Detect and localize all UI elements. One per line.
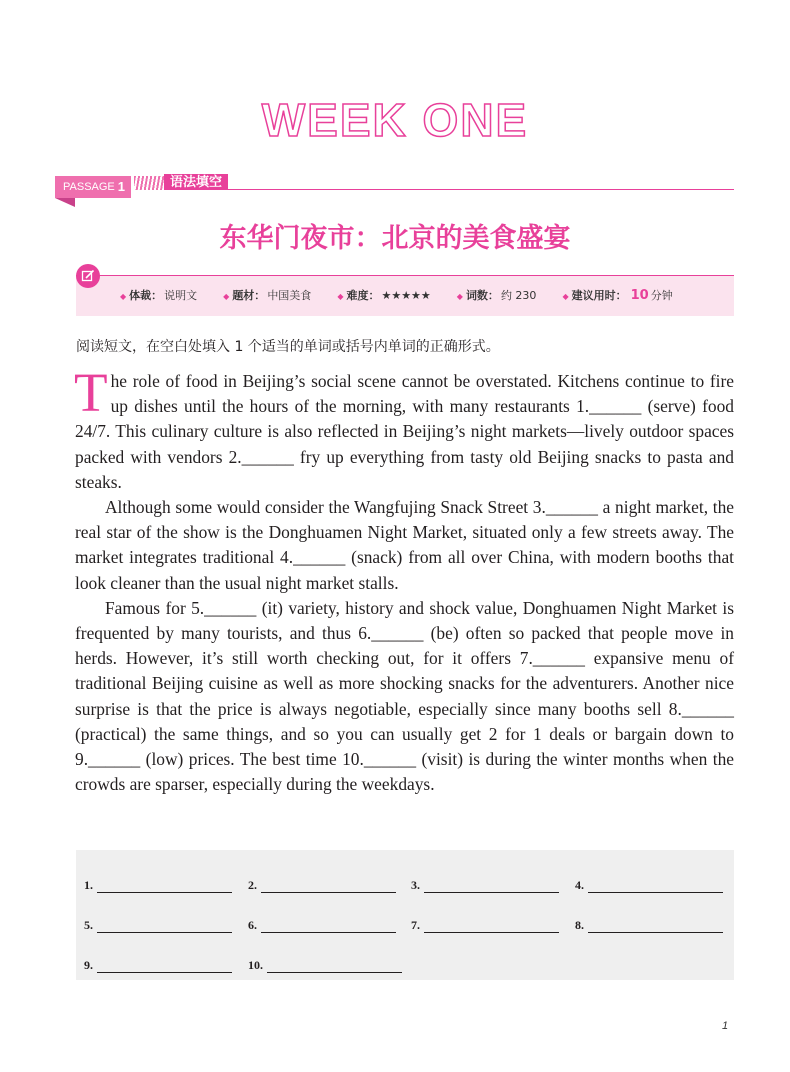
answer-line-4[interactable]: 4.	[575, 878, 723, 893]
answer-line-2[interactable]: 2.	[248, 878, 396, 893]
paragraph-3: Famous for 5.______ (it) variety, history and shock value, Donghuamen Night Market is frequented by many tourists, and thus 6.______ (be) often so packed that people move in herds. However, it’s still worth checking out, for it offers 7.______ expansive menu of traditional Beijing cuisine as well as more shocking snacks for the adventurers. Another nice surprise is that the price is always negotiable, especially since many booths sell 8.______ (practical) the same things, and so you can usually get 2 for 1 deals or bargain down to 9.______ (low) prices. The best time 10.______ (visit) is during the winter months when the crowds are sparser, especially during the weekdays.	[75, 597, 734, 795]
section-label: 语法填空	[164, 174, 228, 190]
answer-line-8[interactable]: 8.	[575, 918, 723, 933]
week-title: WEEK ONE	[261, 94, 529, 146]
info-word-count: ◆ 词数： 约 230	[456, 289, 537, 302]
stripe-decoration	[134, 176, 164, 190]
answer-line-6[interactable]: 6.	[248, 918, 396, 933]
answer-line-3[interactable]: 3.	[411, 878, 559, 893]
pen-icon	[76, 264, 100, 288]
page-number: 1	[722, 1020, 729, 1032]
diamond-icon: ◆	[456, 292, 463, 301]
info-row	[120, 287, 720, 303]
passage-tag-fold	[55, 198, 75, 207]
paragraph-2: Although some would consider the Wangfujing Snack Street 3.______ a night market, the real star of the show is the Donghuamen Night Market, situated only a few streets away. The market integrates traditional 4.______ (snack) from all over China, with modern booths that look cleaner than the usual night market stalls.	[75, 497, 734, 593]
info-topic: ◆ 题材： 中国美食	[223, 289, 312, 302]
diamond-icon: ◆	[223, 292, 230, 301]
instruction: 阅读短文，在空白处填入 1 个适当的单词或括号内单词的正确形式。	[76, 339, 500, 355]
passage-label: PASSAGE	[63, 181, 115, 193]
answer-line-10[interactable]: 10.	[248, 958, 402, 973]
answer-line-5[interactable]: 5.	[84, 918, 232, 933]
passage-body	[74, 362, 734, 797]
answer-line-1[interactable]: 1.	[84, 878, 232, 893]
drop-cap: T	[74, 362, 108, 423]
answer-line-9[interactable]: 9.	[84, 958, 232, 973]
info-genre: ◆ 体裁： 说明文	[120, 289, 198, 302]
diamond-icon: ◆	[562, 292, 569, 301]
passage-tag	[55, 176, 131, 198]
passage-number: 1	[117, 179, 125, 194]
diamond-icon: ◆	[120, 292, 127, 301]
info-difficulty: ◆ 难度： ★★★★★	[337, 289, 431, 302]
info-suggested-time: ◆ 建议用时： 10 分钟	[562, 288, 673, 303]
difficulty-stars: ★★★★★	[381, 289, 431, 302]
diamond-icon: ◆	[337, 292, 344, 301]
passage-divider	[228, 189, 734, 190]
paragraph-1: The role of food in Beijing’s social scene cannot be overstated. Kitchens continue to fire up dishes until the hours of the morning, with many restaurants 1.______ (serve) food 24/7. This culinary culture is also reflected in Beijing’s night markets—lively outdoor spaces packed with vendors 2.______ fry up everything from tasty old Beijing snacks to pasta and steaks.	[74, 362, 734, 492]
answer-line-7[interactable]: 7.	[411, 918, 559, 933]
passage-title: 东华门夜市：北京的美食盛宴	[219, 223, 571, 254]
